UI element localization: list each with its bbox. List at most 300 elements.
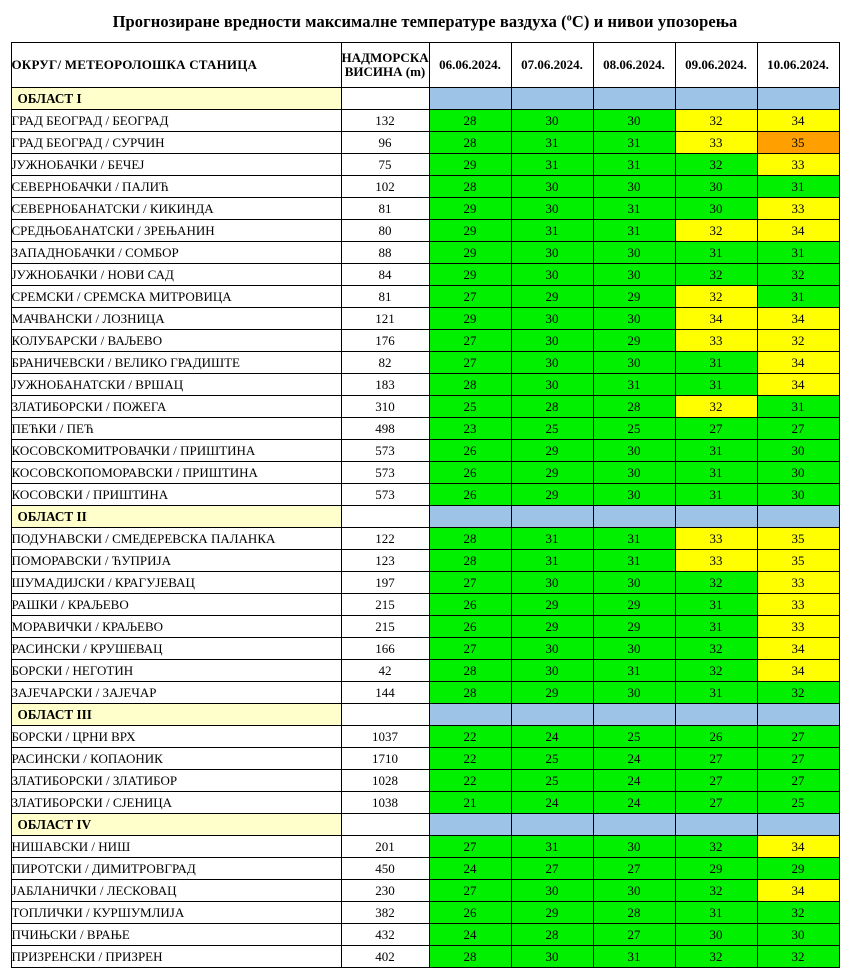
- temperature-cell: 30: [511, 374, 593, 396]
- temperature-cell: 31: [593, 132, 675, 154]
- station-name: ГРАД БЕОГРАД / СУРЧИН: [11, 132, 341, 154]
- temperature-cell: 29: [429, 242, 511, 264]
- station-name: ТОПЛИЧКИ / КУРШУМЛИЈА: [11, 902, 341, 924]
- table-row: [11, 550, 839, 572]
- temperature-cell: 31: [593, 946, 675, 968]
- station-name: РАСИНСКИ / КОПАОНИК: [11, 748, 341, 770]
- temperature-cell: 29: [593, 330, 675, 352]
- region-label: ОБЛАСТ II: [11, 506, 341, 528]
- temperature-cell: 33: [675, 330, 757, 352]
- temperature-cell: 30: [511, 572, 593, 594]
- temperature-cell: 25: [511, 770, 593, 792]
- temperature-cell: 26: [429, 440, 511, 462]
- temperature-cell: 33: [675, 550, 757, 572]
- temperature-cell: 30: [593, 484, 675, 506]
- station-name: РАШКИ / КРАЉЕВО: [11, 594, 341, 616]
- temperature-cell: 34: [675, 308, 757, 330]
- station-name: СЕВЕРНОБАНАТСКИ / КИКИНДА: [11, 198, 341, 220]
- station-altitude: 102: [341, 176, 429, 198]
- table-row: [11, 682, 839, 704]
- temperature-cell: 29: [511, 902, 593, 924]
- station-name: ПЕЋКИ / ПЕЋ: [11, 418, 341, 440]
- temperature-cell: 28: [511, 924, 593, 946]
- temperature-cell: 31: [593, 374, 675, 396]
- temperature-cell: 30: [511, 110, 593, 132]
- temperature-cell: 31: [511, 528, 593, 550]
- temperature-cell: 28: [511, 396, 593, 418]
- temperature-cell: 31: [675, 682, 757, 704]
- temperature-cell: 27: [429, 352, 511, 374]
- temperature-cell: 31: [757, 176, 839, 198]
- table-row: [11, 484, 839, 506]
- region-label: ОБЛАСТ IV: [11, 814, 341, 836]
- temperature-cell: 28: [429, 660, 511, 682]
- temperature-cell: 28: [429, 550, 511, 572]
- region-day-blank: [511, 704, 593, 726]
- station-name: КОСОВСКИ / ПРИШТИНА: [11, 484, 341, 506]
- station-name: ЗЛАТИБОРСКИ / ЗЛАТИБОР: [11, 770, 341, 792]
- station-altitude: 121: [341, 308, 429, 330]
- header-date-2: 07.06.2024.: [511, 43, 593, 88]
- temperature-cell: 28: [429, 110, 511, 132]
- region-day-blank: [511, 88, 593, 110]
- temperature-cell: 35: [757, 550, 839, 572]
- station-name: ПИРОТСКИ / ДИМИТРОВГРАД: [11, 858, 341, 880]
- station-name: ЈУЖНОБАЧКИ / БЕЧЕЈ: [11, 154, 341, 176]
- region-day-blank: [757, 88, 839, 110]
- station-name: ГРАД БЕОГРАД / БЕОГРАД: [11, 110, 341, 132]
- temperature-cell: 35: [757, 132, 839, 154]
- region-day-blank: [593, 704, 675, 726]
- region-day-blank: [675, 704, 757, 726]
- region-day-blank: [511, 814, 593, 836]
- table-row: [11, 902, 839, 924]
- station-altitude: 573: [341, 440, 429, 462]
- temperature-cell: 34: [757, 660, 839, 682]
- region-day-blank: [593, 506, 675, 528]
- temperature-cell: 31: [593, 154, 675, 176]
- table-row: [11, 858, 839, 880]
- station-altitude: 432: [341, 924, 429, 946]
- temperature-cell: 29: [511, 594, 593, 616]
- temperature-cell: 32: [675, 110, 757, 132]
- temperature-cell: 30: [675, 924, 757, 946]
- temperature-cell: 27: [429, 880, 511, 902]
- station-altitude: 42: [341, 660, 429, 682]
- region-label: ОБЛАСТ I: [11, 88, 341, 110]
- temperature-cell: 27: [511, 858, 593, 880]
- temperature-cell: 30: [593, 264, 675, 286]
- temperature-cell: 26: [429, 484, 511, 506]
- header-date-1: 06.06.2024.: [429, 43, 511, 88]
- station-altitude: 450: [341, 858, 429, 880]
- temperature-cell: 30: [511, 352, 593, 374]
- temperature-cell: 27: [675, 792, 757, 814]
- table-row: [11, 220, 839, 242]
- temperature-cell: 31: [675, 374, 757, 396]
- temperature-cell: 27: [675, 418, 757, 440]
- temperature-cell: 31: [675, 352, 757, 374]
- temperature-cell: 34: [757, 880, 839, 902]
- table-row: [11, 770, 839, 792]
- temperature-cell: 33: [757, 572, 839, 594]
- region-day-blank: [593, 88, 675, 110]
- temperature-cell: 29: [593, 616, 675, 638]
- temperature-cell: 30: [511, 176, 593, 198]
- station-altitude: 573: [341, 484, 429, 506]
- station-altitude: 573: [341, 462, 429, 484]
- temperature-cell: 32: [675, 396, 757, 418]
- station-name: КОЛУБАРСКИ / ВАЉЕВО: [11, 330, 341, 352]
- temperature-cell: 26: [429, 616, 511, 638]
- temperature-cell: 28: [429, 176, 511, 198]
- station-name: ЈУЖНОБАНАТСКИ / ВРШАЦ: [11, 374, 341, 396]
- header-row: [11, 43, 839, 88]
- temperature-cell: 29: [593, 286, 675, 308]
- page-title-degree: o: [566, 12, 572, 24]
- temperature-cell: 27: [757, 748, 839, 770]
- temperature-cell: 32: [675, 880, 757, 902]
- temperature-cell: 29: [429, 220, 511, 242]
- temperature-cell: 29: [757, 858, 839, 880]
- temperature-cell: 35: [757, 528, 839, 550]
- temperature-cell: 33: [757, 616, 839, 638]
- table-row: [11, 616, 839, 638]
- temperature-cell: 31: [675, 594, 757, 616]
- table-row: [11, 880, 839, 902]
- temperature-cell: 25: [757, 792, 839, 814]
- table-row: [11, 176, 839, 198]
- table-row: [11, 418, 839, 440]
- temperature-cell: 24: [593, 770, 675, 792]
- station-name: БРАНИЧЕВСКИ / ВЕЛИКО ГРАДИШТЕ: [11, 352, 341, 374]
- station-altitude: 144: [341, 682, 429, 704]
- temperature-cell: 27: [757, 726, 839, 748]
- temperature-cell: 34: [757, 374, 839, 396]
- station-name: ШУМАДИЈСКИ / КРАГУЈЕВАЦ: [11, 572, 341, 594]
- station-name: КОСОВСКОМИТРОВАЧКИ / ПРИШТИНА: [11, 440, 341, 462]
- table-body: [11, 88, 839, 968]
- region-day-blank: [757, 506, 839, 528]
- station-altitude: 88: [341, 242, 429, 264]
- temperature-cell: 30: [593, 440, 675, 462]
- station-name: СЕВЕРНОБАЧКИ / ПАЛИЋ: [11, 176, 341, 198]
- temperature-cell: 22: [429, 726, 511, 748]
- temperature-cell: 31: [593, 550, 675, 572]
- header-date-3: 08.06.2024.: [593, 43, 675, 88]
- station-altitude: 176: [341, 330, 429, 352]
- temperature-cell: 31: [757, 242, 839, 264]
- region-altitude-blank: [341, 506, 429, 528]
- temperature-cell: 34: [757, 352, 839, 374]
- region-day-blank: [675, 88, 757, 110]
- station-name: БОРСКИ / НЕГОТИН: [11, 660, 341, 682]
- temperature-cell: 29: [593, 594, 675, 616]
- temperature-cell: 29: [511, 682, 593, 704]
- temperature-cell: 31: [675, 440, 757, 462]
- temperature-cell: 32: [675, 572, 757, 594]
- station-altitude: 382: [341, 902, 429, 924]
- temperature-cell: 29: [429, 154, 511, 176]
- table-row: [11, 440, 839, 462]
- station-altitude: 1028: [341, 770, 429, 792]
- table-row: [11, 594, 839, 616]
- temperature-cell: 31: [511, 220, 593, 242]
- table-row: [11, 374, 839, 396]
- table-row: [11, 638, 839, 660]
- region-row: [11, 88, 839, 110]
- temperature-cell: 31: [593, 220, 675, 242]
- header-altitude-line2: ВИСИНА: [344, 64, 403, 79]
- region-day-blank: [511, 506, 593, 528]
- station-altitude: 197: [341, 572, 429, 594]
- temperature-cell: 32: [675, 220, 757, 242]
- station-name: РАСИНСКИ / КРУШЕВАЦ: [11, 638, 341, 660]
- temperature-cell: 30: [593, 110, 675, 132]
- temperature-cell: 29: [429, 264, 511, 286]
- temperature-cell: 22: [429, 770, 511, 792]
- temperature-cell: 30: [757, 924, 839, 946]
- table-row: [11, 572, 839, 594]
- temperature-cell: 29: [429, 308, 511, 330]
- temperature-cell: 33: [757, 154, 839, 176]
- station-name: НИШАВСКИ / НИШ: [11, 836, 341, 858]
- station-altitude: 123: [341, 550, 429, 572]
- temperature-cell: 28: [429, 528, 511, 550]
- temperature-cell: 27: [675, 748, 757, 770]
- temperature-cell: 34: [757, 836, 839, 858]
- region-day-blank: [675, 814, 757, 836]
- station-altitude: 80: [341, 220, 429, 242]
- station-name: ЗЛАТИБОРСКИ / ПОЖЕГА: [11, 396, 341, 418]
- temperature-cell: 34: [757, 638, 839, 660]
- station-name: БОРСКИ / ЦРНИ ВРХ: [11, 726, 341, 748]
- temperature-cell: 31: [675, 902, 757, 924]
- temperature-cell: 27: [429, 572, 511, 594]
- station-altitude: 75: [341, 154, 429, 176]
- temperature-cell: 26: [429, 594, 511, 616]
- temperature-cell: 30: [593, 880, 675, 902]
- temperature-cell: 30: [593, 836, 675, 858]
- temperature-cell: 33: [675, 528, 757, 550]
- temperature-cell: 32: [675, 836, 757, 858]
- temperature-cell: 34: [757, 220, 839, 242]
- temperature-cell: 30: [593, 572, 675, 594]
- temperature-cell: 26: [675, 726, 757, 748]
- temperature-cell: 29: [511, 440, 593, 462]
- temperature-cell: 24: [593, 792, 675, 814]
- temperature-cell: 30: [593, 352, 675, 374]
- table-row: [11, 792, 839, 814]
- table-row: [11, 462, 839, 484]
- region-altitude-blank: [341, 88, 429, 110]
- header-altitude: [341, 43, 429, 88]
- temperature-cell: 32: [757, 902, 839, 924]
- temperature-cell: 30: [511, 638, 593, 660]
- region-row: [11, 814, 839, 836]
- region-day-blank: [675, 506, 757, 528]
- temperature-cell: 31: [511, 550, 593, 572]
- station-name: МАЧВАНСКИ / ЛОЗНИЦА: [11, 308, 341, 330]
- temperature-cell: 33: [757, 594, 839, 616]
- region-day-blank: [757, 704, 839, 726]
- temperature-cell: 27: [593, 858, 675, 880]
- header-date-5: 10.06.2024.: [757, 43, 839, 88]
- temperature-cell: 30: [511, 330, 593, 352]
- region-day-blank: [429, 704, 511, 726]
- temperature-cell: 30: [511, 946, 593, 968]
- station-altitude: 310: [341, 396, 429, 418]
- table-row: [11, 264, 839, 286]
- table-row: [11, 726, 839, 748]
- station-name: ЗЛАТИБОРСКИ / СЈЕНИЦА: [11, 792, 341, 814]
- temperature-cell: 32: [757, 264, 839, 286]
- region-day-blank: [429, 814, 511, 836]
- table-header: [11, 43, 839, 88]
- table-row: [11, 330, 839, 352]
- temperature-cell: 29: [511, 462, 593, 484]
- temperature-cell: 27: [757, 418, 839, 440]
- temperature-cell: 30: [593, 682, 675, 704]
- page-title-pre: Прогнозиране вредности максималне температуре ваздуха (: [112, 12, 567, 31]
- temperature-cell: 27: [593, 924, 675, 946]
- table-row: [11, 528, 839, 550]
- temperature-cell: 28: [593, 902, 675, 924]
- temperature-cell: 29: [511, 484, 593, 506]
- region-altitude-blank: [341, 814, 429, 836]
- temperature-cell: 24: [511, 792, 593, 814]
- table-row: [11, 132, 839, 154]
- station-altitude: 82: [341, 352, 429, 374]
- header-date-4: 09.06.2024.: [675, 43, 757, 88]
- temperature-cell: 32: [675, 660, 757, 682]
- temperature-cell: 22: [429, 748, 511, 770]
- temperature-cell: 28: [429, 682, 511, 704]
- temperature-cell: 24: [429, 924, 511, 946]
- temperature-cell: 33: [675, 132, 757, 154]
- station-name: ЗАЈЕЧАРСКИ / ЗАЈЕЧАР: [11, 682, 341, 704]
- station-name: ЈАБЛАНИЧКИ / ЛЕСКОВАЦ: [11, 880, 341, 902]
- temperature-cell: 28: [429, 946, 511, 968]
- temperature-cell: 33: [757, 198, 839, 220]
- station-altitude: 498: [341, 418, 429, 440]
- temperature-cell: 30: [757, 462, 839, 484]
- station-name: ПОДУНАВСКИ / СМЕДЕРЕВСКА ПАЛАНКА: [11, 528, 341, 550]
- temperature-cell: 26: [429, 462, 511, 484]
- temperature-cell: 32: [675, 264, 757, 286]
- temperature-cell: 30: [511, 308, 593, 330]
- temperature-cell: 31: [675, 616, 757, 638]
- temperature-cell: 31: [675, 484, 757, 506]
- temperature-cell: 31: [593, 198, 675, 220]
- temperature-cell: 32: [675, 638, 757, 660]
- temperature-cell: 25: [511, 418, 593, 440]
- temperature-cell: 21: [429, 792, 511, 814]
- temperature-cell: 32: [675, 286, 757, 308]
- temperature-cell: 31: [511, 132, 593, 154]
- station-altitude: 1038: [341, 792, 429, 814]
- temperature-cell: 27: [675, 770, 757, 792]
- temperature-cell: 24: [511, 726, 593, 748]
- table-row: [11, 198, 839, 220]
- station-altitude: 84: [341, 264, 429, 286]
- forecast-table: [11, 42, 840, 968]
- station-altitude: 402: [341, 946, 429, 968]
- table-row: [11, 396, 839, 418]
- temperature-cell: 30: [511, 242, 593, 264]
- header-station: ОКРУГ/ МЕТЕОРОЛОШКА СТАНИЦА: [11, 43, 341, 88]
- table-row: [11, 242, 839, 264]
- table-row: [11, 352, 839, 374]
- temperature-cell: 34: [757, 110, 839, 132]
- station-name: МОРАВИЧКИ / КРАЉЕВО: [11, 616, 341, 638]
- station-altitude: 215: [341, 594, 429, 616]
- region-row: [11, 704, 839, 726]
- station-altitude: 183: [341, 374, 429, 396]
- temperature-cell: 23: [429, 418, 511, 440]
- header-altitude-line1: НАДМОРСКА: [341, 50, 429, 66]
- temperature-cell: 32: [757, 946, 839, 968]
- temperature-cell: 31: [757, 286, 839, 308]
- temperature-cell: 31: [511, 836, 593, 858]
- temperature-cell: 25: [511, 748, 593, 770]
- header-altitude-unit: (m): [405, 64, 426, 79]
- temperature-cell: 29: [675, 858, 757, 880]
- temperature-cell: 27: [429, 836, 511, 858]
- temperature-cell: 27: [429, 286, 511, 308]
- region-day-blank: [429, 506, 511, 528]
- station-altitude: 122: [341, 528, 429, 550]
- temperature-cell: 27: [757, 770, 839, 792]
- station-name: ЈУЖНОБАЧКИ / НОВИ САД: [11, 264, 341, 286]
- temperature-cell: 30: [757, 440, 839, 462]
- station-name: СРЕДЊОБАНАТСКИ / ЗРЕЊАНИН: [11, 220, 341, 242]
- temperature-cell: 29: [511, 286, 593, 308]
- temperature-cell: 30: [593, 638, 675, 660]
- temperature-cell: 25: [593, 726, 675, 748]
- station-name: ПРИЗРЕНСКИ / ПРИЗРЕН: [11, 946, 341, 968]
- temperature-cell: 24: [429, 858, 511, 880]
- temperature-cell: 30: [757, 484, 839, 506]
- temperature-cell: 31: [757, 396, 839, 418]
- station-altitude: 81: [341, 198, 429, 220]
- temperature-cell: 30: [675, 176, 757, 198]
- temperature-cell: 30: [593, 176, 675, 198]
- temperature-cell: 30: [593, 462, 675, 484]
- table-row: [11, 154, 839, 176]
- region-label: ОБЛАСТ III: [11, 704, 341, 726]
- temperature-cell: 30: [593, 308, 675, 330]
- station-altitude: 1037: [341, 726, 429, 748]
- temperature-cell: 25: [429, 396, 511, 418]
- temperature-cell: 31: [511, 154, 593, 176]
- station-altitude: 230: [341, 880, 429, 902]
- temperature-cell: 29: [429, 198, 511, 220]
- region-row: [11, 506, 839, 528]
- temperature-cell: 32: [675, 946, 757, 968]
- table-row: [11, 110, 839, 132]
- station-name: ПОМОРАВСКИ / ЋУПРИЈА: [11, 550, 341, 572]
- temperature-cell: 31: [675, 462, 757, 484]
- temperature-cell: 25: [593, 418, 675, 440]
- temperature-cell: 32: [757, 682, 839, 704]
- region-day-blank: [757, 814, 839, 836]
- temperature-cell: 30: [511, 880, 593, 902]
- station-altitude: 166: [341, 638, 429, 660]
- station-altitude: 1710: [341, 748, 429, 770]
- temperature-cell: 29: [511, 616, 593, 638]
- table-row: [11, 748, 839, 770]
